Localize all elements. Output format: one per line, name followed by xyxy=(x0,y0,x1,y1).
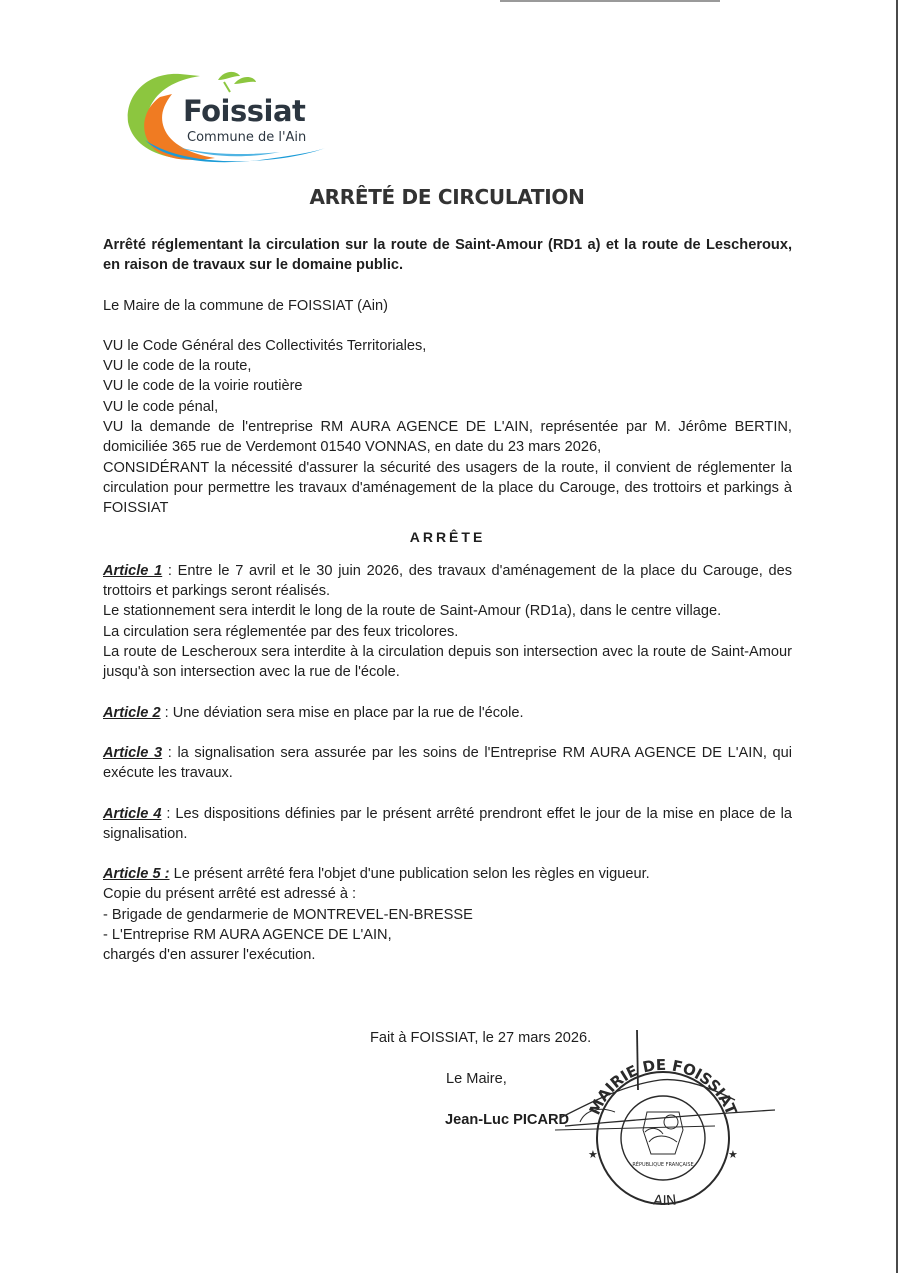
article-5-line: chargés d'en assurer l'exécution. xyxy=(103,947,316,964)
article-3-text: la signalisation sera assurée par les soins de l'Entreprise RM AURA AGENCE DE L'AIN, qui exécute les travaux. xyxy=(103,744,793,782)
article-5-label: Article 5 : xyxy=(103,866,170,883)
logo-name: Foissiat xyxy=(183,94,306,128)
article-separator: : xyxy=(162,562,178,579)
article-5 xyxy=(103,864,792,884)
article-4 xyxy=(103,804,792,845)
article-separator: : xyxy=(162,744,178,761)
decree-heading: ARRÊTE xyxy=(409,528,486,545)
article-2 xyxy=(103,703,792,723)
article-4-label: Article 4 xyxy=(103,805,162,822)
scan-border-right xyxy=(896,0,898,1273)
document-subtitle: Arrêté réglementant la circulation sur la route de Saint-Amour (RD1 a) et la route de Lescheroux, en raison de travaux sur le domaine public. xyxy=(103,237,792,274)
article-1-label: Article 1 xyxy=(103,562,163,579)
considering-paragraph: CONSIDÉRANT la nécessité d'assurer la sécurité des usagers de la route, il convient de réglementer la circulation pour permettre les travaux d'aménagement de la place du Carouge, des trottoirs et parkings à FOISSIAT xyxy=(103,459,792,517)
stamp-top-text: MAIRIE DE FOISSIAT xyxy=(585,1055,741,1118)
scan-border-top xyxy=(500,0,720,2)
logo-subtitle: Commune de l'Ain xyxy=(187,130,307,145)
svg-text:★: ★ xyxy=(728,1148,738,1161)
vu-line: VU le code de la voirie routière xyxy=(103,378,303,395)
signatory-name: Jean-Luc PICARD xyxy=(445,1112,570,1128)
article-1-line: La circulation sera réglementée par des feux tricolores. xyxy=(103,623,459,640)
vu-line: VU le Code Général des Collectivités Territoriales, xyxy=(103,337,427,354)
document-title: ARRÊTÉ DE CIRCULATION xyxy=(309,185,585,209)
document-body xyxy=(103,235,792,966)
official-stamp xyxy=(555,1030,785,1205)
vu-request: VU la demande de l'entreprise RM AURA AGENCE DE L'AIN, représentée par M. Jérôme BERTIN, domiciliée 365 rue de Verdemont 01540 VONNAS, en date du 23 mars 2026, xyxy=(103,419,792,456)
svg-text:★: ★ xyxy=(588,1148,598,1161)
article-separator: : xyxy=(161,805,176,822)
stamp-band-text: RÉPUBLIQUE FRANÇAISE xyxy=(632,1162,694,1168)
commune-logo xyxy=(120,62,330,167)
mayor-line: Le Maire de la commune de FOISSIAT (Ain) xyxy=(103,297,388,314)
article-1 xyxy=(103,561,792,602)
vu-line: VU le code pénal, xyxy=(103,398,219,415)
stamp-seal-icon xyxy=(555,1030,785,1205)
article-2-text: Une déviation sera mise en place par la rue de l'école. xyxy=(172,704,524,721)
place-date: Fait à FOISSIAT, le 27 mars 2026. xyxy=(370,1030,592,1046)
stamp-bottom-text: AIN xyxy=(652,1192,678,1205)
article-1-closing: La route de Lescheroux sera interdite à la circulation depuis son intersection avec la route de Saint-Amour jusqu'à son intersection avec la rue de l'école. xyxy=(103,644,792,681)
article-5-line: - L'Entreprise RM AURA AGENCE DE L'AIN, xyxy=(103,927,392,944)
article-5-line: Copie du présent arrêté est adressé à : xyxy=(103,886,357,903)
vu-line: VU le code de la route, xyxy=(103,358,252,375)
article-separator: : xyxy=(160,704,173,721)
article-3 xyxy=(103,743,792,784)
article-2-label: Article 2 xyxy=(103,704,161,721)
signatory-role: Le Maire, xyxy=(446,1071,507,1087)
article-3-label: Article 3 xyxy=(103,744,163,761)
article-1-text: Entre le 7 avril et le 30 juin 2026, des travaux d'aménagement de la place du Carouge, des trottoirs et parkings seront réalisés. xyxy=(103,562,792,600)
article-5-text: Le présent arrêté fera l'objet d'une publication selon les règles en vigueur. xyxy=(173,866,650,883)
article-5-line: - Brigade de gendarmerie de MONTREVEL-EN-BRESSE xyxy=(103,906,473,923)
article-1-line: Le stationnement sera interdit le long de la route de Saint-Amour (RD1a), dans le centre village. xyxy=(103,603,722,620)
article-4-text: Les dispositions définies par le présent arrêté prendront effet le jour de la mise en place de la signalisation. xyxy=(103,805,792,842)
